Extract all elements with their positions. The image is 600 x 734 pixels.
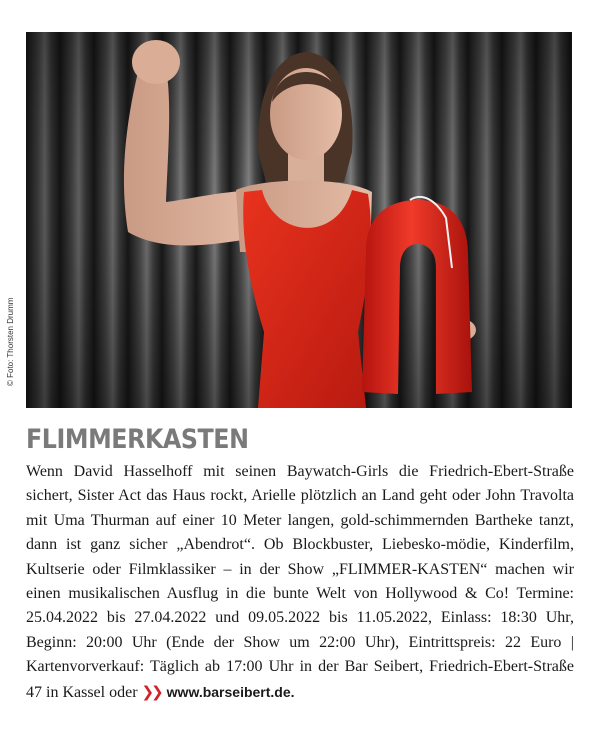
article-title: FLIMMERKASTEN (26, 424, 249, 455)
photo-credit: © Foto: Thorsten Drumm (6, 297, 15, 386)
performer-photo (26, 32, 572, 408)
article-body-text: Wenn David Hasselhoff mit seinen Baywatch-Girls die Friedrich-Ebert-Straße sichert, Sister Act das Haus rockt, Arielle plötzlich an Land geht oder John Travolta mit Uma Thurman auf einer 10 Meter langen, gold-schimmernden Bartheke tanzt, dann ist ganz sicher „Abendrot“. Ob Blockbuster, Liebesko-mödie, Kinderfilm, Kultserie oder Filmklassiker – in der Show „FLIMMER-KASTEN“ machen wir einen musikalischen Ausflug in die bunte Welt von Hollywood & Co! Termine: 25.04.2022 bis 27.04.2022 und 09.05.2022 bis 11.05.2022, Einlass: 18:30 Uhr, Beginn: 20:00 Uhr (Ende der Show um 22:00 Uhr), Eintrittspreis: 22 Euro | Kartenvorverkauf: Täglich ab 17:00 Uhr in der Bar Seibert, Friedrich-Ebert-Straße 47 in Kassel oder (26, 463, 574, 701)
photo-illustration (26, 32, 572, 408)
article-body (26, 460, 574, 705)
chevron-right-icon: ❯❯ (141, 682, 161, 701)
website-link[interactable]: www.barseibert.de. (166, 683, 295, 700)
